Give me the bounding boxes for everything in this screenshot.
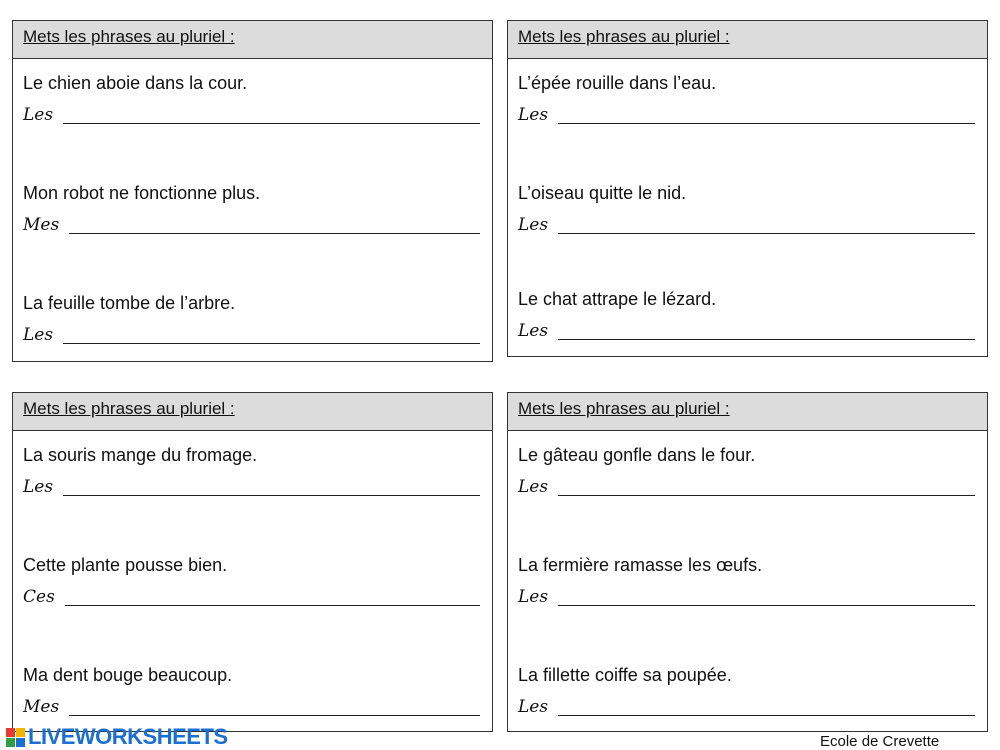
sentence-text: La fillette coiffe sa poupée.: [518, 665, 732, 685]
exercise-item: [518, 73, 975, 124]
sentence-text: La fermière ramasse les œufs.: [518, 555, 763, 575]
sentence-text: Le chien aboie dans la cour.: [23, 73, 248, 93]
answer-line[interactable]: [558, 219, 975, 234]
exercise-item: [23, 293, 480, 344]
answer-lead-word: Les: [518, 697, 549, 717]
answer-line[interactable]: [69, 219, 480, 234]
answer-lead-word: Les: [518, 105, 549, 125]
exercise-item: [518, 289, 975, 340]
answer-lead-word: Les: [23, 325, 54, 345]
sentence-text: L’oiseau quitte le nid.: [518, 183, 687, 203]
sentence-text: Le gâteau gonfle dans le four.: [518, 445, 756, 465]
answer-line[interactable]: [558, 325, 975, 340]
exercise-item: [518, 555, 975, 606]
sentence-text: Cette plante pousse bien.: [23, 555, 228, 575]
sentence-text: L’épée rouille dans l’eau.: [518, 73, 717, 93]
exercise-item: [23, 555, 480, 606]
exercise-card-2: [507, 20, 988, 357]
answer-lead-word: Mes: [23, 215, 60, 235]
exercise-item: [23, 665, 480, 716]
exercise-card-3: [12, 392, 493, 732]
answer-line[interactable]: [558, 109, 975, 124]
logo-text: LIVEWORKSHEETS: [28, 724, 228, 749]
answer-line[interactable]: [63, 109, 480, 124]
answer-lead-word: Les: [518, 321, 549, 341]
answer-line[interactable]: [558, 591, 975, 606]
exercise-card-4: [507, 392, 988, 732]
answer-line[interactable]: [558, 481, 975, 496]
answer-lead-word: Les: [518, 587, 549, 607]
card-header: Mets les phrases au pluriel :: [508, 393, 987, 431]
answer-line[interactable]: [558, 701, 975, 716]
sentence-text: Le chat attrape le lézard.: [518, 289, 717, 309]
exercise-item: [518, 183, 975, 234]
answer-lead-word: Mes: [23, 697, 60, 717]
exercise-item: [23, 73, 480, 124]
answer-lead-word: Les: [23, 105, 54, 125]
liveworksheets-logo: [6, 724, 228, 750]
sentence-text: La souris mange du fromage.: [23, 445, 258, 465]
answer-lead-word: Les: [23, 477, 54, 497]
card-header: Mets les phrases au pluriel :: [13, 21, 492, 59]
answer-lead-word: Les: [518, 477, 549, 497]
answer-lead-word: Les: [518, 215, 549, 235]
exercise-card-1: [12, 20, 493, 362]
sentence-text: La feuille tombe de l’arbre.: [23, 293, 236, 313]
answer-lead-word: Ces: [23, 587, 55, 607]
exercise-item: [23, 183, 480, 234]
card-header: Mets les phrases au pluriel :: [13, 393, 492, 431]
exercise-item: [23, 445, 480, 496]
answer-line[interactable]: [63, 329, 480, 344]
sentence-text: Mon robot ne fonctionne plus.: [23, 183, 261, 203]
sentence-text: Ma dent bouge beaucoup.: [23, 665, 233, 685]
logo-grid-icon: [6, 728, 25, 747]
school-credit: Ecole de Crevette: [820, 733, 940, 750]
answer-line[interactable]: [65, 591, 480, 606]
card-header: Mets les phrases au pluriel :: [508, 21, 987, 59]
answer-line[interactable]: [69, 701, 480, 716]
exercise-item: [518, 665, 975, 716]
answer-line[interactable]: [63, 481, 480, 496]
exercise-item: [518, 445, 975, 496]
